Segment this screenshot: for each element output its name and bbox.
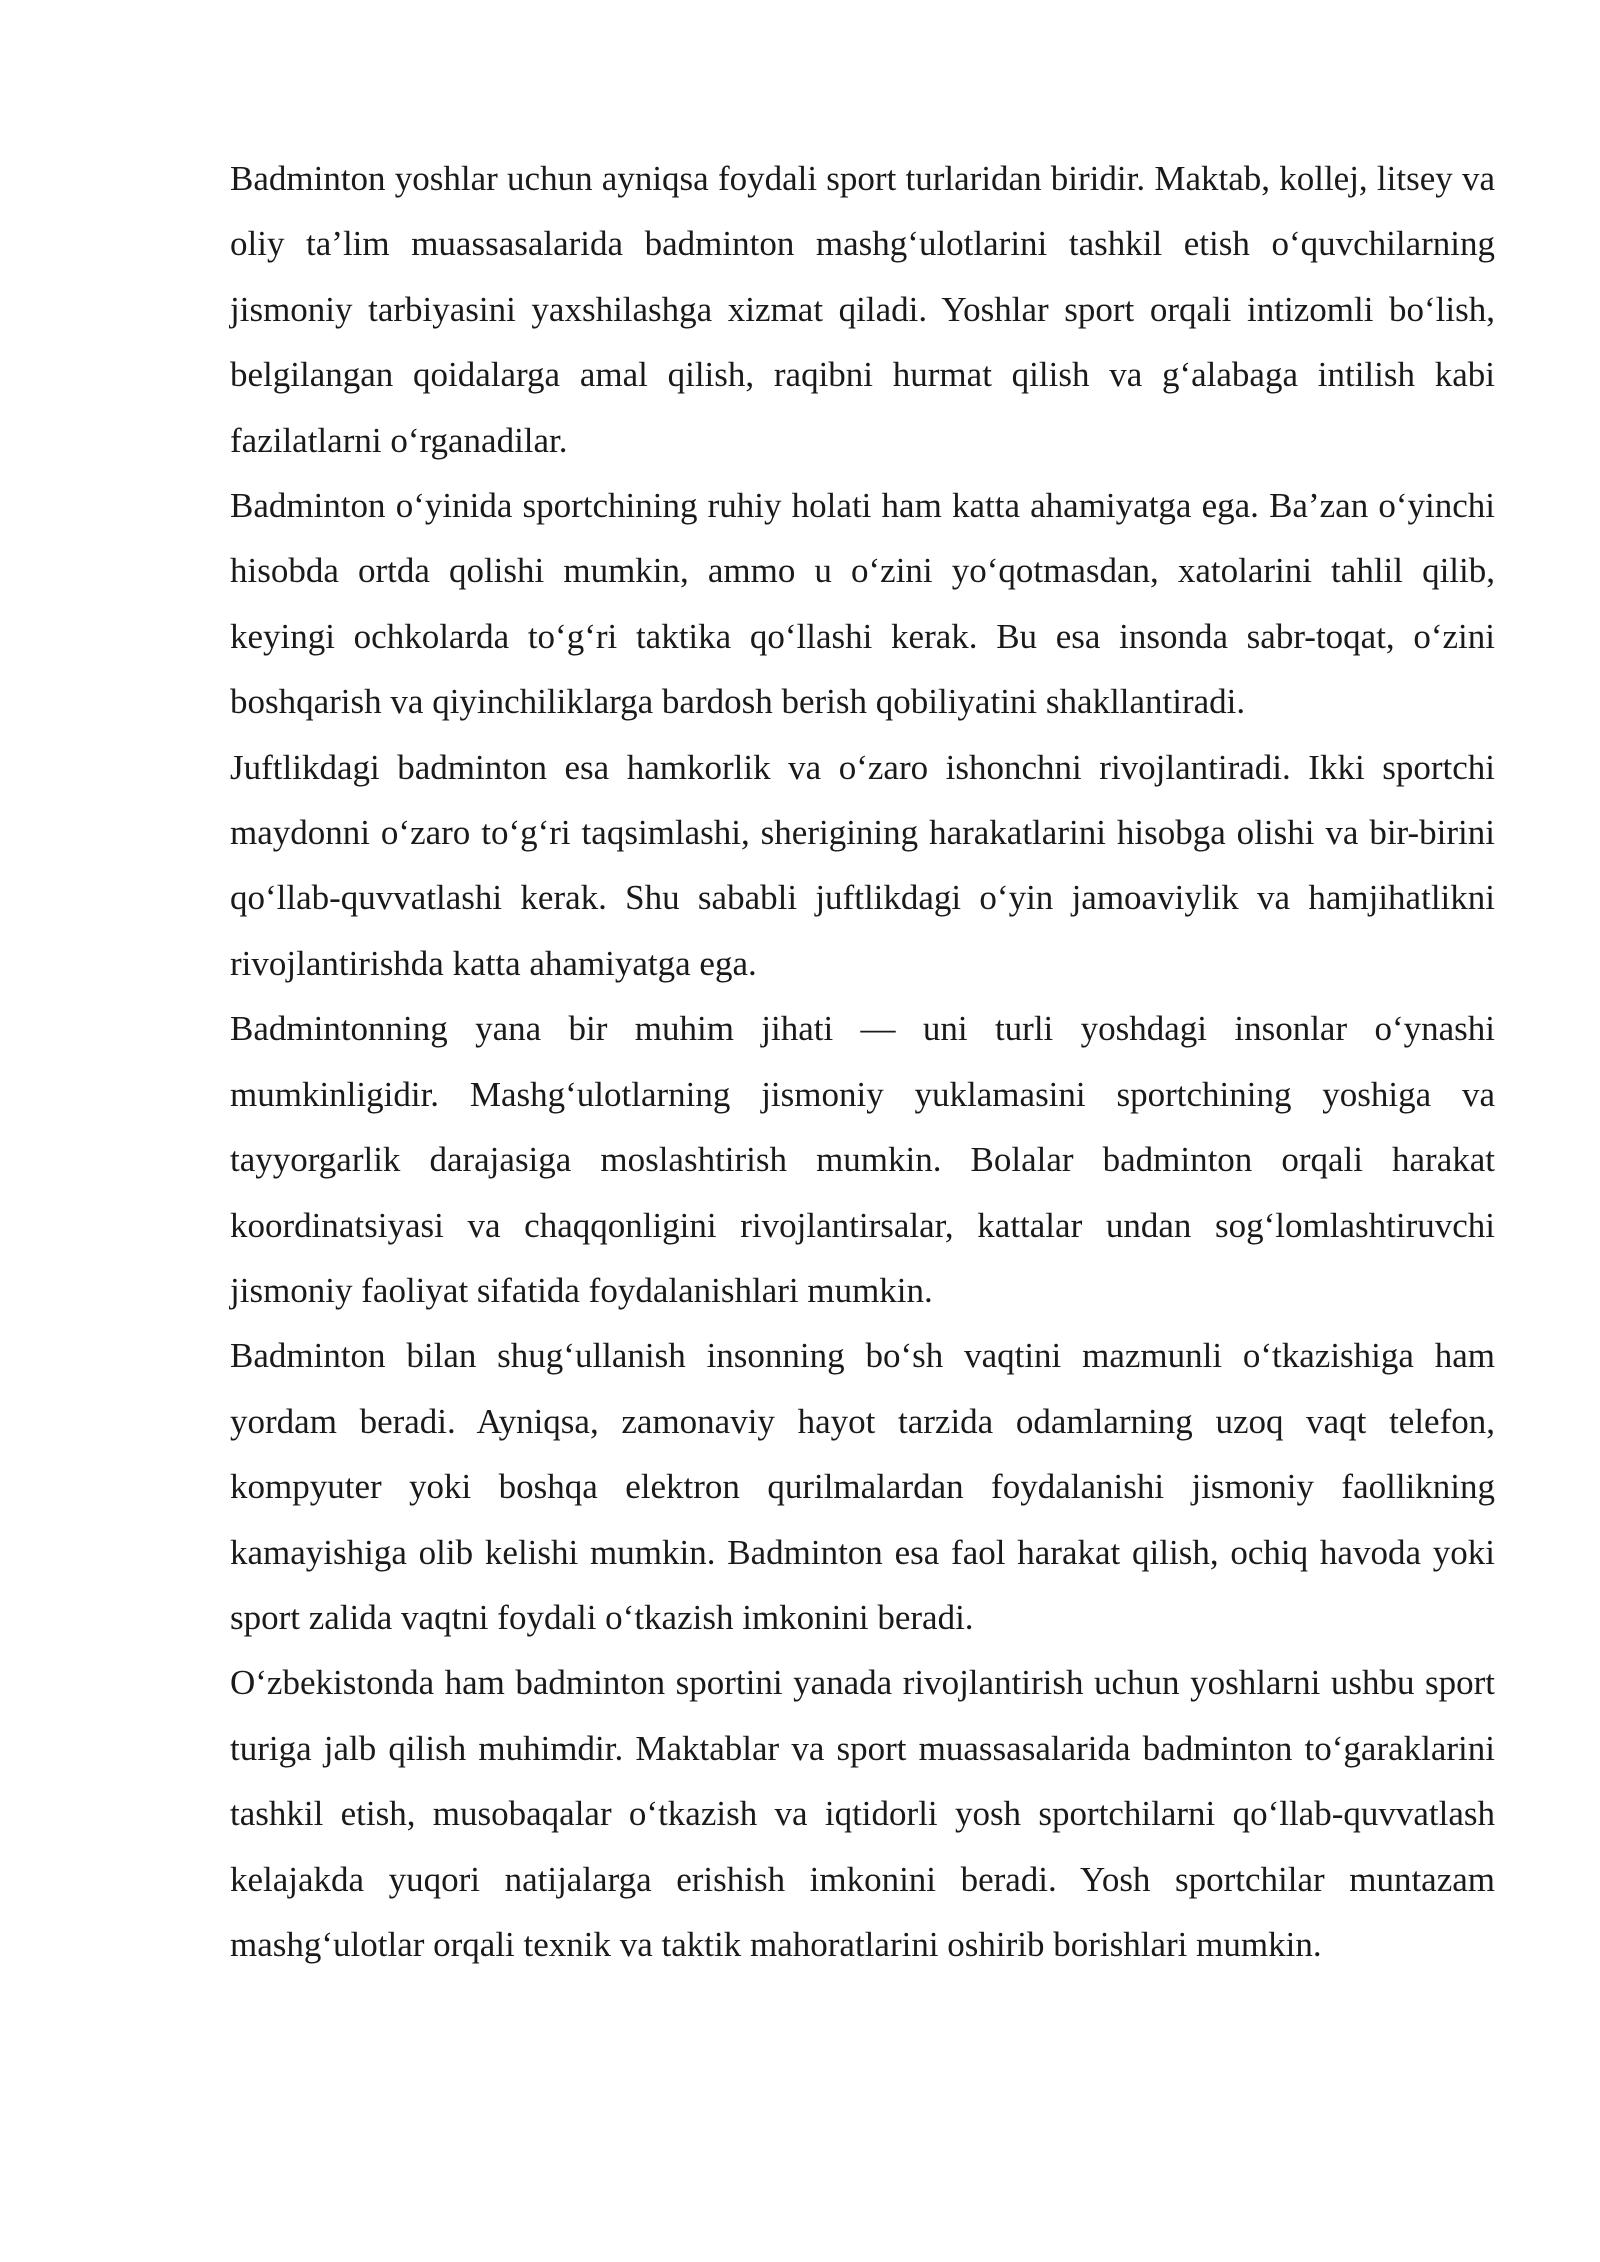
paragraph-mental-state: Badminton o‘yinida sportchining ruhiy holati ham katta ahamiyatga ega. Ba’zan o‘yinchi hisobda ortda qolishi mumkin, ammo u o‘zini yo‘qotmasdan, xatolarini tahlil qilib, keyingi ochkolarda to‘g‘ri taktika qo‘llashi kerak. Bu esa insonda sabr-toqat, o‘zini boshqarish va qiyinchiliklarga bardosh berish qobiliyatini shakllantiradi. [230,486,1495,722]
paragraph-youth-benefits: Badminton yoshlar uchun ayniqsa foydali sport turlaridan biridir. Maktab, kollej, litsey va oliy ta’lim muassasalarida badminton mashg‘ulotlarini tashkil etish o‘quvchilarning jismoniy tarbiyasini yaxshilashga xizmat qiladi. Yoshlar sport orqali intizomli bo‘lish, belgilangan qoidalarga amal qilish, raqibni hurmat qilish va g‘alabaga intilish kabi fazilatlarni o‘rganadilar. [230,159,1495,460]
paragraph-all-ages: Badmintonning yana bir muhim jihati — uni turli yoshdagi insonlar o‘ynashi mumkinligidir. Mashg‘ulotlarning jismoniy yuklamasini sportchining yoshiga va tayyorgarlik darajasiga moslashtirish mumkin. Bolalar badminton orqali harakat koordinatsiyasi va chaqqonligini rivojlantirsalar, kattalar undan sog‘lomlashtiruvchi jismoniy faoliyat sifatida foydalanishlari mumkin. [230,1009,1495,1310]
document-body [230,146,1495,1977]
paragraph-free-time: Badminton bilan shug‘ullanish insonning bo‘sh vaqtini mazmunli o‘tkazishiga ham yordam beradi. Ayniqsa, zamonaviy hayot tarzida odamlarning uzoq vaqt telefon, kompyuter yoki boshqa elektron qurilmalardan foydalanishi jismoniy faollikning kamayishiga olib kelishi mumkin. Badminton esa faol harakat qilish, ochiq havoda yoki sport zalida vaqtni foydali o‘tkazish imkonini beradi. [230,1336,1495,1637]
paragraph-doubles: Juftlikdagi badminton esa hamkorlik va o‘zaro ishonchni rivojlantiradi. Ikki sportchi maydonni o‘zaro to‘g‘ri taqsimlashi, sherigining harakatlarini hisobga olishi va bir-birini qo‘llab-quvvatlashi kerak. Shu sababli juftlikdagi o‘yin jamoaviylik va hamjihatlikni rivojlantirishda katta ahamiyatga ega. [230,747,1495,983]
paragraph-uzbekistan: O‘zbekistonda ham badminton sportini yanada rivojlantirish uchun yoshlarni ushbu sport turiga jalb qilish muhimdir. Maktablar va sport muassasalarida badminton to‘garaklarini tashkil etish, musobaqalar o‘tkazish va iqtidorli yosh sportchilarni qo‘llab-quvvatlash kelajakda yuqori natijalarga erishish imkonini beradi. Yosh sportchilar muntazam mashg‘ulotlar orqali texnik va taktik mahoratlarini oshirib borishlari mumkin. [230,1663,1495,1964]
